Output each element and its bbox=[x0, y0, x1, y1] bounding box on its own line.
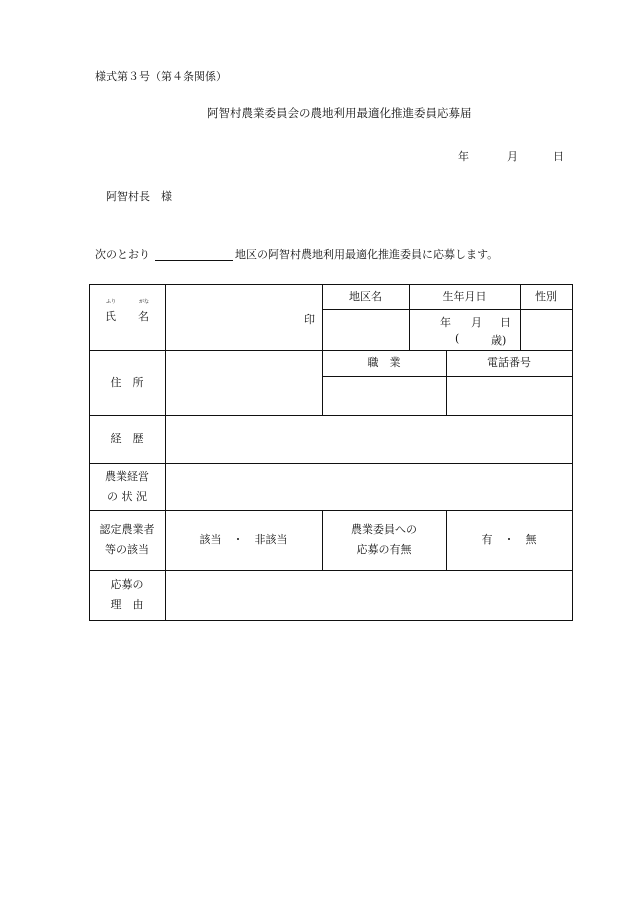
name-label-1: 氏 bbox=[105, 310, 116, 323]
reason-label-line1: 応募の bbox=[110, 578, 144, 591]
date-day-label: 日 bbox=[553, 150, 564, 163]
farm-status-label bbox=[89, 463, 165, 510]
district-blank[interactable] bbox=[155, 246, 233, 261]
reason-field[interactable] bbox=[165, 570, 572, 620]
career-field[interactable] bbox=[165, 415, 572, 463]
intro-after: 地区の阿智村農地利用最適化推進委員に応募します。 bbox=[235, 248, 499, 261]
district-header: 地区名 bbox=[349, 289, 382, 303]
birth-day-label: 日 bbox=[500, 316, 511, 329]
career-label: 経 歴 bbox=[110, 432, 144, 445]
date-month-label: 月 bbox=[507, 150, 518, 163]
occupation-header: 職 業 bbox=[367, 356, 401, 369]
seal-mark: 印 bbox=[304, 313, 315, 326]
age-close: 歳) bbox=[491, 334, 507, 347]
certified-label-line1: 認定農業者 bbox=[99, 523, 155, 536]
reason-label-line2: 理 由 bbox=[110, 598, 144, 611]
reason-label bbox=[89, 570, 165, 620]
date-year-label: 年 bbox=[458, 150, 469, 163]
birth-month-label: 月 bbox=[471, 316, 482, 329]
committee-label bbox=[322, 510, 446, 570]
committee-label-line1: 農業委員への bbox=[351, 523, 417, 536]
age-open: ( bbox=[455, 332, 460, 345]
birth-year-label: 年 bbox=[440, 316, 451, 329]
farm-status-field[interactable] bbox=[165, 463, 572, 510]
gender-header: 性別 bbox=[535, 289, 557, 303]
occupation-field[interactable] bbox=[322, 376, 446, 415]
certified-label-line2: 等の該当 bbox=[105, 543, 149, 556]
committee-options[interactable]: 有 ・ 無 bbox=[481, 533, 537, 546]
name-label-2: 名 bbox=[138, 310, 149, 323]
committee-label-line2: 応募の有無 bbox=[356, 543, 412, 556]
address-field[interactable] bbox=[165, 350, 322, 415]
addressee: 阿智村長 様 bbox=[106, 190, 172, 203]
district-field[interactable] bbox=[322, 309, 409, 350]
name-label bbox=[89, 284, 165, 350]
farm-status-label-line2: の 状 況 bbox=[107, 489, 147, 503]
name-field[interactable] bbox=[165, 284, 322, 350]
gender-field[interactable] bbox=[520, 309, 572, 350]
farm-status-label-line1: 農業経営 bbox=[105, 469, 149, 483]
certified-label bbox=[89, 510, 165, 570]
intro-before: 次のとおり bbox=[95, 248, 150, 261]
form-number: 様式第３号（第４条関係） bbox=[95, 70, 227, 83]
phone-header: 電話番号 bbox=[487, 356, 531, 369]
address-label: 住 所 bbox=[110, 375, 144, 389]
certified-options[interactable]: 該当 ・ 非該当 bbox=[199, 533, 288, 546]
furigana-1: ふり bbox=[106, 299, 117, 305]
birth-header: 生年月日 bbox=[442, 289, 487, 303]
furigana-2: がな bbox=[139, 299, 150, 305]
phone-field[interactable] bbox=[446, 376, 572, 415]
page-title: 阿智村農業委員会の農地利用最適化推進委員応募届 bbox=[207, 106, 472, 120]
